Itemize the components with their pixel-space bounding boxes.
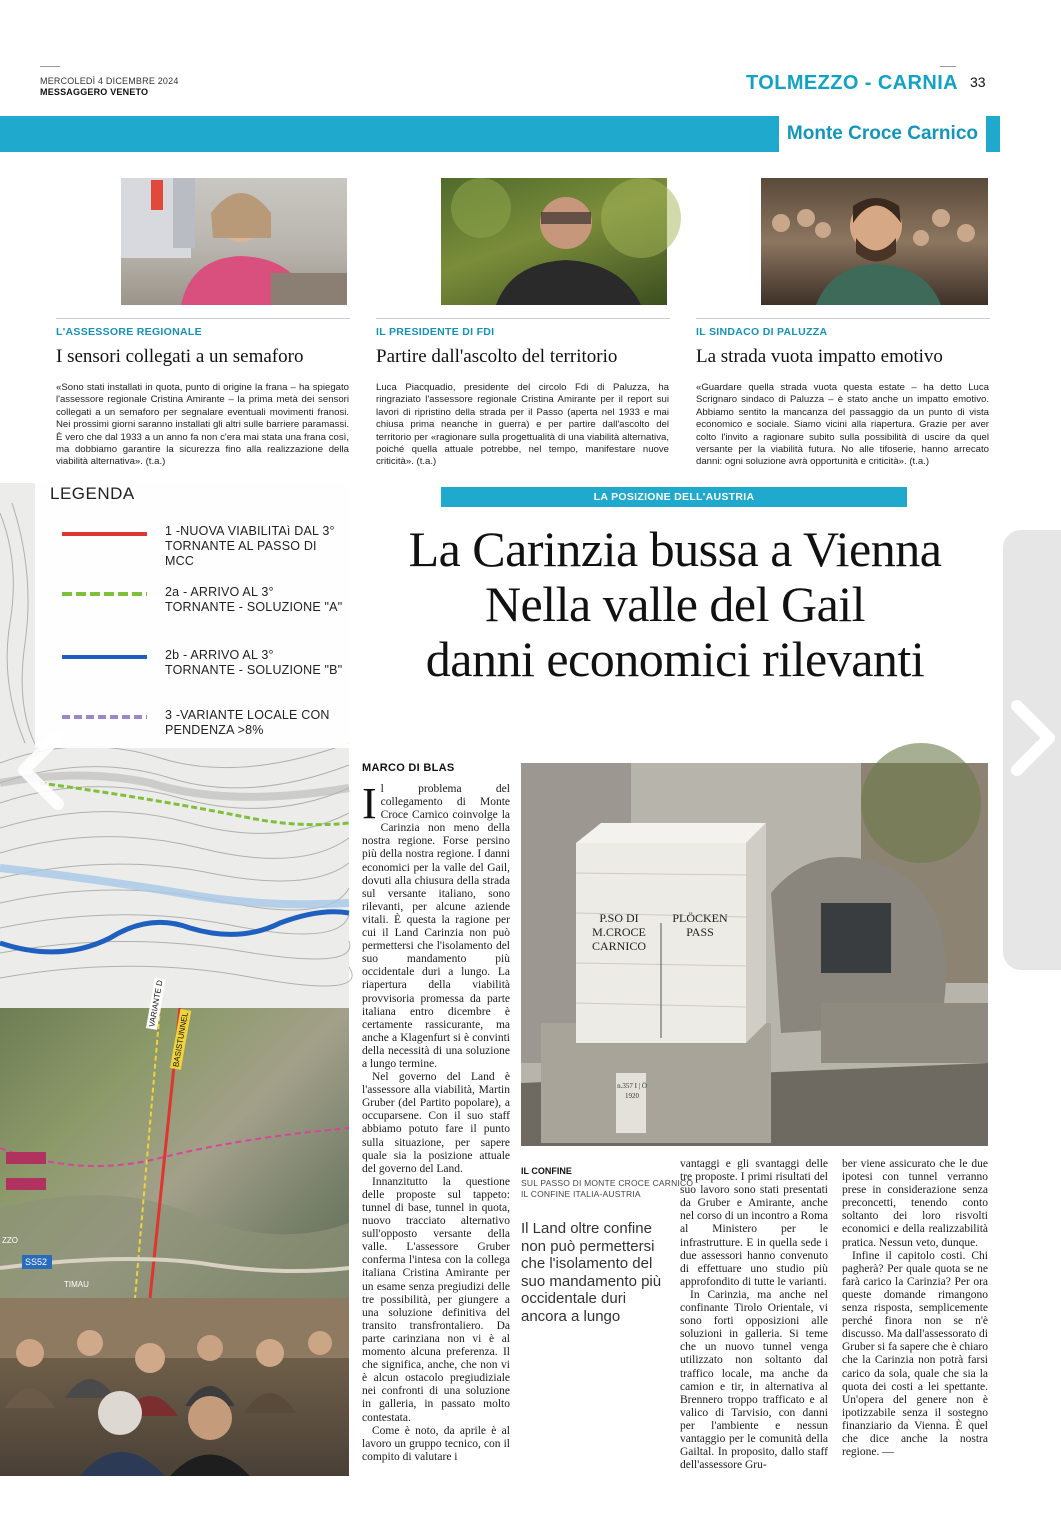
legend-swatch-blue [62,655,147,659]
page-number: 33 [970,74,986,90]
column-rule [696,318,990,319]
pull-quote: Il Land oltre confine non può permettersi che l'isolamento del suo mandamento più occidentale duri ancora a lungo [521,1220,662,1325]
column-title: I sensori collegati a un semaforo [56,346,304,367]
caption-line: SUL PASSO DI MONTE CROCE CARNICO [521,1178,694,1188]
column-title: Partire dall'ascolto del territorio [376,346,618,367]
map-label-road: SS52 [25,1257,48,1267]
paragraph: In Carinzia, ma anche nel confinante Tirolo Orientale, vi sono forti opposizioni alle soluzioni in galleria. Si teme che un nuovo tunnel venga utilizzato non soltanto dal traffico locale, ma anche da camion e tir, in alternativa al Brennero troppo trafficato e al valico di Tarvisio, con danni per l'ambiente e nessun vantaggio per le comunità della Gailtal. In proposito, dallo staff dell'assessore Gru- [680,1288,828,1472]
legend-swatch-green [62,592,147,596]
legend-title: LEGENDA [50,484,135,503]
aerial-map [0,979,349,1298]
legend-swatch-red [62,532,147,536]
headline-line: danni economici rilevanti [425,631,925,687]
stone-marker: n.357 I | Ö 1920 [617,1082,647,1100]
photo-presidente [441,178,667,305]
paragraph: l problema del collegamento di Monte Croce Carnico coinvolge la Carinzia non meno della nostra regione. Forse persino più della nostra regione. I danni economici per la valle del Gail, dovuti alla chiusura della strada sul versante italiano, sono rilevanti, per alcune aziende vitali. È questa la ragione per cui il Land Carinzia non può permettersi che l'isolamento del suo mandamento più occidentale duri a lungo. La riapertura della viabilità provvisoria promessa da parte italiana entro dicembre è certamente rassicurante, ma anche a Klagenfurt si è convinti della necessità di una soluzione a lungo termine. [362,783,510,1070]
issue-date: MERCOLEDÌ 4 DICEMBRE 2024 [40,76,179,86]
headline-line: Nella valle del Gail [484,576,866,632]
column-kicker: L'ASSESSORE REGIONALE [56,326,202,338]
paragraph: Come è noto, da aprile è al lavoro un gruppo tecnico, con il compito di valutare i [362,1424,510,1463]
topic-title: Monte Croce Carnico [779,116,986,152]
column-body: «Guardare quella strada vuota questa estate – ha detto Luca Scrignaro sindaco di Paluzza – è stato anche un impatto emotivo. Abbiamo sentito la mancanza del passaggio da un punto di vista economico e sociale. Siamo vicini alla riapertura. Grazie per aver colto l'invito a ragionare subito sulla possibilità di uscire da quel versante per la viabilità futura. No alle tifoserie, hanno arrecato danni: ogni soluzione avrà opportunità e criticità». (t.a.) [696,382,989,468]
map-label-tunnel: BASISTUNNEL [170,1009,191,1070]
column-body: Luca Piacquadio, presidente del circolo Fdi di Paluzza, ha ringraziato l'assessore regionale Cristina Amirante per il report sui lavori di ripristino della strada per il Passo (aperta nel 1933 e mai chiusa prima neanche in guerra) e per partire dall'ascolto del territorio per «ragionare sulla progettualità di una viabilità alternativa, poiché quella attuale potrebbe, nel tempo, manifestare nuove criticità». (t.a.) [376,382,669,468]
column-kicker: IL PRESIDENTE DI FDI [376,326,495,338]
prev-arrow-icon[interactable] [14,730,66,810]
legend-item: 2a - ARRIVO AL 3° TORNANTE - SOLUZIONE "A" [165,585,343,614]
paragraph: Innanzitutto la questione delle proposte sul tappeto: tunnel di base, tunnel in quota, nuovo tracciato alternativo sull'opposto versante della valle. L'assessore Gruber conferma l'intesa con la collega italiana Cristina Amirante per un esame senza pregiudizi delle tre possibilità, per giungere a una soluzione definitiva del transito transfrontaliero. Da parte carinziana non vi è al momento alcuna preferenza. Il che significa, anche, che non vi è alcun ostacolo pregiudiziale nei confronti di una soluzione in galleria, in passato molto contestata. [362,1175,510,1424]
byline: MARCO DI BLAS [362,762,455,774]
next-arrow-icon [1003,530,1061,970]
legend-item: 1 -NUOVA VIABILITAì DAL 3° TORNANTE AL PASSO DI MCC [165,524,335,568]
article-column-1 [362,779,510,1464]
legend-swatch-purple [62,715,147,719]
border-stone-photo [521,763,988,1146]
paragraph: Nel governo del Land è l'assessore alla viabilità, Martin Gruber (del Partito popolare), a occuparsene. Con il suo staff abbiamo potuto fare il punto sulla situazione, per sapere quale sia la posizione attuale del governo del Land. [362,1071,510,1175]
map-label-zo: ZZO [2,1236,18,1245]
article-column-3 [680,1158,828,1472]
photo-caption-kicker: IL CONFINE [521,1166,572,1176]
newspaper-name: MESSAGGERO VENETO [40,87,149,97]
map-label-place: TIMAU [64,1280,89,1289]
paragraph: Infine il capitolo costi. Chi pagherà? Per quale quota se ne farà carico la Carinzia? Per ora queste domande rimangono senza risposta, semplicemente perché finora non se n'è discusso. Ma dall'assessorato di Gruber si fa sapere che è chiaro che la Carinzia non potrà farsi carico da sola, quale che sia la quota dei costi a lei spettante. Un'opera del genere non è ipotizzabile senza il sostegno finanziario da Vienna. È quel che dice anche la nostra regione. — [842,1249,988,1459]
column-body: «Sono stati installati in quota, punto di origine la frana – ha spiegato l'assessore regionale Cristina Amirante – la prima metà dei sensori collegati a un semaforo per segnalare eventuali movimenti franosi. Nei prossimi giorni saranno installati gli altri sulle barriere paramassi. È vero che dal 1933 a un anno fa non c'era mai stata una frana così, ma dobbiamo garantire la sicurezza fino alla realizzazione della viabilità alternativa». (t.a.) [56,382,349,468]
legend-item: 2b - ARRIVO AL 3° TORNANTE - SOLUZIONE "B" [165,648,343,677]
article-column-4 [842,1158,988,1459]
paragraph: vantaggi e gli svantaggi delle tre proposte. I primi risultati del suo lavoro sono stati presentati da Gruber e Amirante, anche nel corso di un incontro a Roma al Ministero per le infrastrutture. E in quella sede i due assessori hanno convenuto di effettuare uno studio più approfondito di tutte le varianti. [680,1158,828,1288]
article-kicker: LA POSIZIONE DELL'AUSTRIA [441,487,907,507]
photo-sindaco [761,178,988,305]
stone-inscription-austria: PLÖCKEN PASS [672,911,728,939]
column-title: La strada vuota impatto emotivo [696,346,943,367]
photo-assessore [121,178,347,305]
drop-cap: I [362,779,377,828]
column-rule [376,318,670,319]
paragraph: ber viene assicurato che le due ipotesi con tunnel verranno prese in considerazione senza preconcetti, tenendo conto soltanto dei loro risvolti economici e della realizzabilità pratica. Nessun veto, dunque. [842,1158,988,1249]
header-rule [940,66,956,67]
article-headline [358,522,992,687]
legend-item: 3 -VARIANTE LOCALE CON PENDENZA >8% [165,708,330,737]
meeting-photo [0,1298,349,1476]
caption-line: IL CONFINE ITALIA-AUSTRIA [521,1189,641,1199]
photo-caption [521,1178,693,1200]
section-title: TOLMEZZO - CARNIA [746,72,958,94]
header-rule [40,66,60,67]
next-arrow-button[interactable] [1003,530,1061,970]
headline-line: La Carinzia bussa a Vienna [408,521,942,577]
column-rule [56,318,350,319]
header-dateline [40,76,179,98]
topic-band [0,116,1000,152]
stone-inscription-italy: P.SO DI M.CROCE CARNICO [591,911,646,953]
column-kicker: IL SINDACO DI PALUZZA [696,326,828,338]
map-label-variant: VARIANTE D [146,977,166,1030]
